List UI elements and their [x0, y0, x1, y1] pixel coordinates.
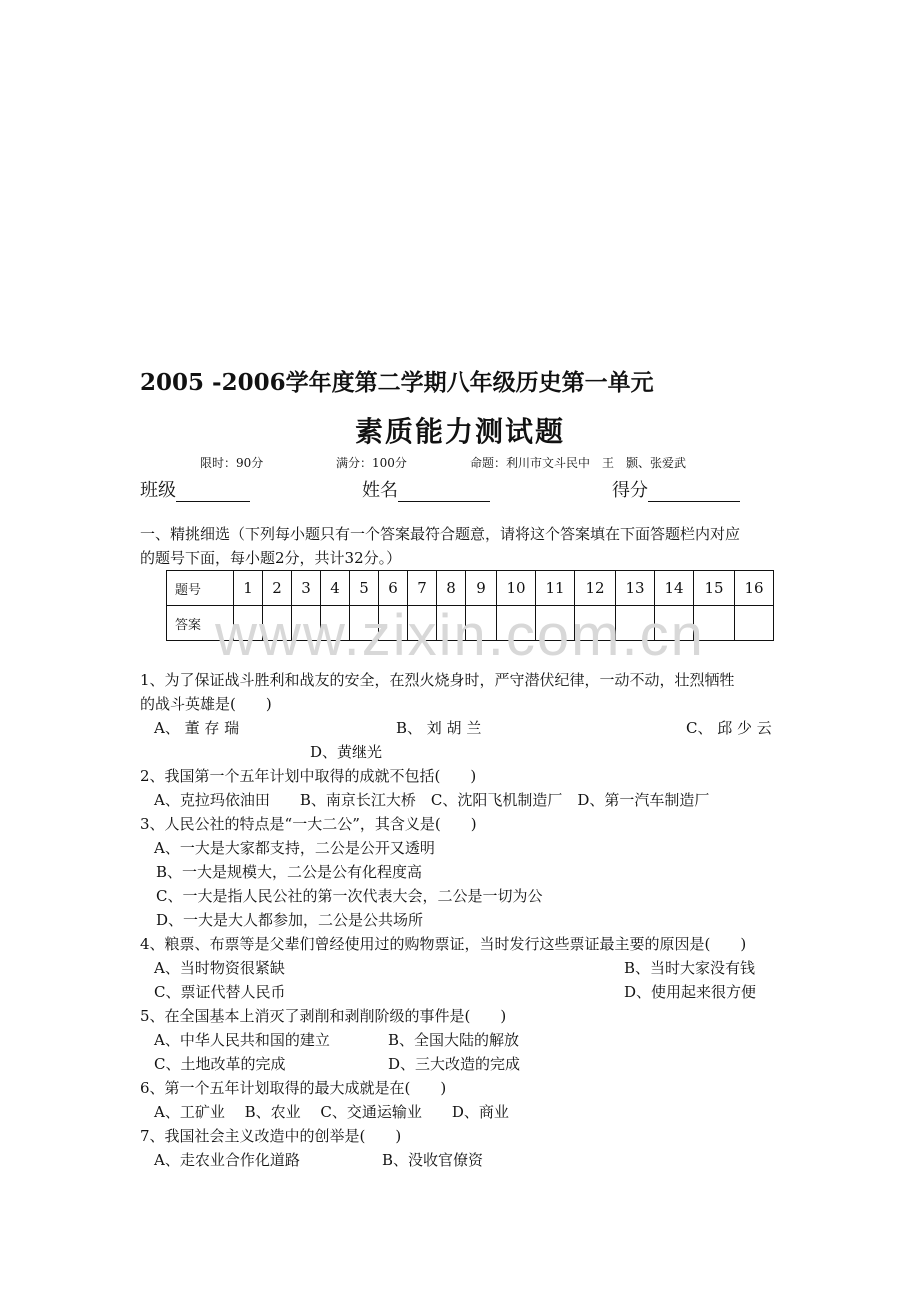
answer-cell[interactable] [379, 606, 408, 641]
q6-stem: 6、第一个五年计划取得的最大成就是在( ) [140, 1079, 447, 1097]
question-number-cell: 5 [350, 571, 379, 606]
answer-cell[interactable] [616, 606, 655, 641]
question-number-cell: 8 [437, 571, 466, 606]
answer-table-answer-row [167, 606, 774, 641]
q4-option-b: B、当时大家没有钱 [624, 959, 756, 977]
exam-title-line1: 2005 -2006学年度第二学期八年级历史第一单元 [140, 369, 654, 396]
q5-option-d: D、三大改造的完成 [388, 1055, 521, 1073]
q1-stem-line2: 的战斗英雄是( ) [140, 695, 272, 713]
table-label-answer: 答案 [167, 606, 234, 641]
q7-stem: 7、我国社会主义改造中的创举是( ) [140, 1127, 402, 1145]
answer-cell[interactable] [292, 606, 321, 641]
answer-cell[interactable] [408, 606, 437, 641]
q2-options: A、克拉玛依油田 B、南京长江大桥 C、沈阳飞机制造厂 D、第一汽车制造厂 [154, 791, 710, 809]
class-blank [176, 483, 250, 502]
answer-table-number-row [167, 571, 774, 606]
q3-option-a: A、一大是大家都支持，二公是公开又透明 [154, 839, 435, 857]
answer-cell[interactable] [735, 606, 774, 641]
q3-option-c: C、一大是指人民公社的第一次代表大会，二公是一切为公 [156, 887, 543, 905]
q4-option-d: D、使用起来很方便 [624, 983, 757, 1001]
q1-stem-line1: 1、为了保证战斗胜利和战友的安全，在烈火烧身时，严守潜伏纪律，一动不动，壮烈牺牲 [140, 671, 735, 689]
answer-cell[interactable] [234, 606, 263, 641]
q6-options: A、工矿业 B、农业 C、交通运输业 D、商业 [154, 1103, 509, 1121]
class-field [140, 476, 250, 502]
name-label: 姓名 [362, 480, 398, 501]
q5-option-a: A、中华人民共和国的建立 [154, 1031, 330, 1049]
time-limit: 限时：90分 [200, 456, 264, 470]
q5-option-b: B、全国大陆的解放 [388, 1031, 520, 1049]
question-number-cell: 2 [263, 571, 292, 606]
answer-cell[interactable] [497, 606, 536, 641]
exam-title-line2: 素质能力测试题 [354, 415, 565, 448]
answer-cell[interactable] [437, 606, 466, 641]
q4-option-c: C、票证代替人民币 [154, 983, 286, 1001]
answer-cell[interactable] [263, 606, 292, 641]
q1-option-a: A、 董 存 瑞 [154, 719, 240, 737]
score-field [612, 476, 740, 502]
section1-intro-line2: 的题号下面，每小题2分，共计32分。） [140, 549, 402, 567]
section1-intro-line1: 一、精挑细选（下列每小题只有一个答案最符合题意，请将这个答案填在下面答题栏内对应 [140, 525, 741, 543]
table-label-number: 题号 [167, 571, 234, 606]
answer-cell[interactable] [536, 606, 575, 641]
q4-stem: 4、粮票、布票等是父辈们曾经使用过的购物票证，当时发行这些票证最主要的原因是( ) [140, 935, 747, 953]
exam-author: 命题：利川市文斗民中 王 颢、张爱武 [470, 456, 687, 470]
q7-option-b: B、没收官僚资 [382, 1151, 484, 1169]
q2-stem: 2、我国第一个五年计划中取得的成就不包括( ) [140, 767, 477, 785]
question-number-cell: 14 [655, 571, 694, 606]
answer-cell[interactable] [575, 606, 616, 641]
question-number-cell: 13 [616, 571, 655, 606]
question-number-cell: 10 [497, 571, 536, 606]
question-number-cell: 11 [536, 571, 575, 606]
question-number-cell: 9 [466, 571, 497, 606]
q5-stem: 5、在全国基本上消灭了剥削和剥削阶级的事件是( ) [140, 1007, 507, 1025]
name-blank [398, 483, 490, 502]
q1-option-c: C、 邱 少 云 [686, 719, 772, 737]
question-number-cell: 3 [292, 571, 321, 606]
q1-option-d: D、黄继光 [310, 743, 383, 761]
score-label: 得分 [612, 480, 648, 501]
q1-option-b: B、 刘 胡 兰 [396, 719, 482, 737]
q3-option-b: B、一大是规模大，二公是公有化程度高 [156, 863, 423, 881]
answer-cell[interactable] [466, 606, 497, 641]
answer-cell[interactable] [350, 606, 379, 641]
question-number-cell: 7 [408, 571, 437, 606]
q5-option-c: C、土地改革的完成 [154, 1055, 286, 1073]
question-number-cell: 16 [735, 571, 774, 606]
score-blank [648, 483, 740, 502]
question-number-cell: 6 [379, 571, 408, 606]
q3-option-d: D、一大是大人都参加，二公是公共场所 [156, 911, 424, 929]
answer-table [166, 570, 774, 641]
answer-cell[interactable] [321, 606, 350, 641]
question-number-cell: 15 [694, 571, 735, 606]
question-number-cell: 4 [321, 571, 350, 606]
full-score: 满分：100分 [336, 456, 407, 470]
question-number-cell: 12 [575, 571, 616, 606]
q7-option-a: A、走农业合作化道路 [154, 1151, 300, 1169]
class-label: 班级 [140, 480, 176, 501]
q3-stem: 3、人民公社的特点是“一大二公”，其含义是( ) [140, 815, 477, 833]
name-field [362, 476, 490, 502]
q4-option-a: A、当时物资很紧缺 [154, 959, 285, 977]
answer-cell[interactable] [694, 606, 735, 641]
question-number-cell: 1 [234, 571, 263, 606]
watermark: www.zixin.com.cn [215, 603, 705, 668]
answer-cell[interactable] [655, 606, 694, 641]
